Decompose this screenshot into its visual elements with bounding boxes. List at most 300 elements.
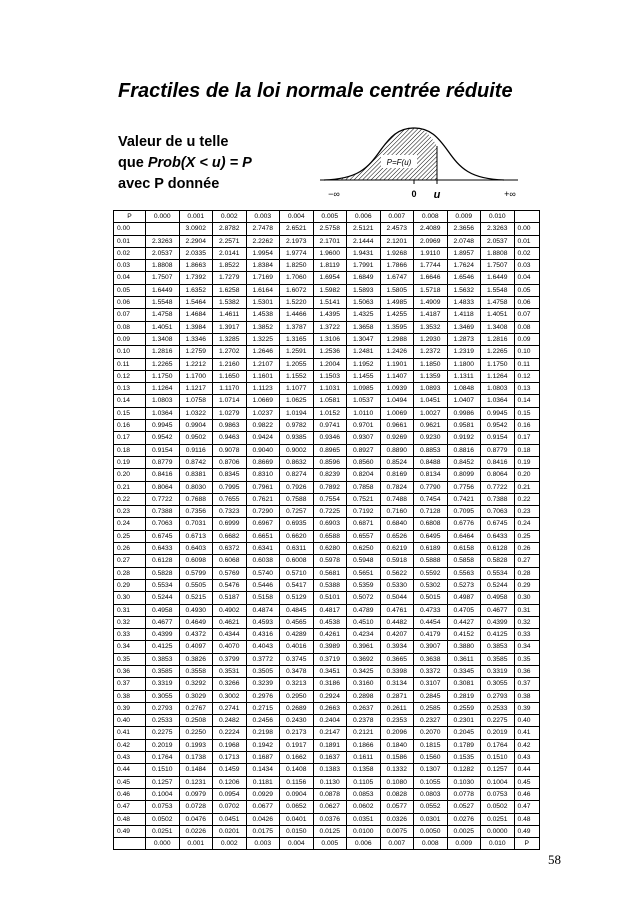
table-cell: 0.9741	[313, 420, 347, 432]
table-cell: 0.2715	[246, 702, 280, 714]
table-row	[114, 432, 540, 444]
table-cell: 0.1764	[146, 752, 180, 764]
table-cell: 1.0027	[414, 407, 448, 419]
table-cell: 0.6219	[380, 543, 414, 555]
table-cell: 0.4043	[246, 641, 280, 653]
table-cell: 0.1840	[380, 739, 414, 751]
table-cell: 0.0602	[347, 801, 381, 813]
table-cell: 0.2019	[146, 739, 180, 751]
table-cell: 0.5978	[313, 555, 347, 567]
table-cell: 0.5015	[414, 592, 448, 604]
table-cell: 0.7892	[313, 481, 347, 493]
table-cell: 1.0364	[481, 395, 515, 407]
table-cell: 0.5273	[447, 579, 481, 591]
table-cell: 2.5758	[313, 223, 347, 235]
table-cell: 0.7128	[414, 506, 448, 518]
table-cell: 0.4958	[481, 592, 515, 604]
table-cell: 1.0625	[280, 395, 314, 407]
table-cell: 0.6158	[447, 543, 481, 555]
table-cell: 0.6311	[280, 543, 314, 555]
row-label-right: 0.16	[514, 420, 540, 432]
table-cell: 1.3408	[481, 321, 515, 333]
table-cell: 0.4316	[246, 629, 280, 641]
table-row	[114, 801, 540, 813]
table-cell: 0.6128	[481, 543, 515, 555]
table-cell: 1.0939	[380, 383, 414, 395]
table-cell: 1.2426	[380, 346, 414, 358]
row-label-right: 0.40	[514, 715, 540, 727]
table-cell: 0.4179	[414, 629, 448, 641]
table-cell: 0.1815	[414, 739, 448, 751]
row-label: 0.06	[114, 297, 146, 309]
table-cell: 1.4118	[447, 309, 481, 321]
table-cell: 0.0502	[481, 801, 515, 813]
table-cell: 1.2265	[146, 358, 180, 370]
table-cell: 0.8596	[313, 456, 347, 468]
table-cell: 0.1130	[313, 776, 347, 788]
row-label: 0.12	[114, 370, 146, 382]
table-cell: 0.5563	[447, 567, 481, 579]
table-cell: 0.1535	[447, 752, 481, 764]
table-cell: 0.0828	[380, 788, 414, 800]
table-cell: 0.3505	[246, 665, 280, 677]
row-label: 0.09	[114, 333, 146, 345]
table-cell: 0.2070	[414, 727, 448, 739]
table-cell: 1.2319	[447, 346, 481, 358]
table-cell: 1.2759	[179, 346, 213, 358]
table-cell: 0.7824	[380, 481, 414, 493]
table-footer-row	[114, 838, 540, 850]
row-label: 0.03	[114, 260, 146, 272]
table-cell: 2.8782	[213, 223, 247, 235]
column-header: 0.000	[146, 211, 180, 223]
table-cell: 1.5893	[347, 284, 381, 296]
table-cell: 0.7961	[246, 481, 280, 493]
table-row	[114, 629, 540, 641]
table-cell: 1.2873	[447, 333, 481, 345]
page-title: Fractiles de la loi normale centrée réduite	[118, 80, 513, 102]
table-cell: 0.3799	[213, 653, 247, 665]
table-cell: 0.6967	[246, 518, 280, 530]
table-cell: 1.0893	[414, 383, 448, 395]
table-cell: 0.1687	[246, 752, 280, 764]
table-cell: 0.6464	[447, 530, 481, 542]
table-cell: 1.8957	[447, 247, 481, 259]
table-cell: 0.4289	[280, 629, 314, 641]
row-label: 0.27	[114, 555, 146, 567]
table-cell: 0.0000	[481, 825, 515, 837]
table-row	[114, 420, 540, 432]
row-label-right: 0.34	[514, 641, 540, 653]
row-label-right: 0.49	[514, 825, 540, 837]
table-row	[114, 530, 540, 542]
row-label: 0.28	[114, 567, 146, 579]
u-label: u	[433, 189, 441, 201]
table-cell: 0.3880	[447, 641, 481, 653]
table-cell: 0.9002	[280, 444, 314, 456]
table-row	[114, 592, 540, 604]
table-cell: 2.7478	[246, 223, 280, 235]
table-cell: 0.7257	[280, 506, 314, 518]
description-line-1: Valeur de u telle	[118, 134, 229, 150]
table-cell: 0.1206	[213, 776, 247, 788]
table-cell: 0.2019	[481, 727, 515, 739]
table-cell: 0.0351	[347, 813, 381, 825]
table-cell: 0.4207	[380, 629, 414, 641]
row-label: 0.33	[114, 629, 146, 641]
table-cell: 1.0714	[213, 395, 247, 407]
table-cell: 0.4344	[213, 629, 247, 641]
column-header: 0.007	[380, 211, 414, 223]
table-cell: 1.3469	[447, 321, 481, 333]
table-cell: 0.7722	[146, 493, 180, 505]
table-cell: 1.1552	[280, 370, 314, 382]
table-cell: 0.9307	[347, 432, 381, 444]
table-cell: 0.7290	[246, 506, 280, 518]
table-cell: 1.0194	[280, 407, 314, 419]
table-cell: 0.7858	[347, 481, 381, 493]
table-row	[114, 456, 540, 468]
table-cell: 1.1407	[380, 370, 414, 382]
table-cell: 0.9904	[179, 420, 213, 432]
table-cell: 1.4985	[380, 297, 414, 309]
table-cell: 0.6433	[481, 530, 515, 542]
table-cell: 1.1750	[481, 358, 515, 370]
row-label: 0.43	[114, 752, 146, 764]
table-cell: 1.1031	[313, 383, 347, 395]
table-cell: 0.9945	[146, 420, 180, 432]
column-header: 0.009	[447, 211, 481, 223]
table-cell: 2.0969	[414, 235, 448, 247]
table-cell: 0.0878	[313, 788, 347, 800]
table-cell: 0.9269	[380, 432, 414, 444]
table-cell: 1.7866	[380, 260, 414, 272]
table-row	[114, 493, 540, 505]
column-footer: 0.009	[447, 838, 481, 850]
description-line-3: avec P donnée	[118, 176, 220, 192]
table-cell: 0.4733	[414, 604, 448, 616]
table-cell: 1.5464	[179, 297, 213, 309]
row-label-right: 0.27	[514, 555, 540, 567]
table-cell: 0.6372	[213, 543, 247, 555]
table-cell: 0.5622	[380, 567, 414, 579]
column-header: 0.010	[481, 211, 515, 223]
table-row	[114, 370, 540, 382]
table-cell: 0.7388	[146, 506, 180, 518]
table-cell: 0.2224	[213, 727, 247, 739]
table-cell: 1.0494	[380, 395, 414, 407]
row-label-right: 0.22	[514, 493, 540, 505]
table-cell: 0.0175	[246, 825, 280, 837]
table-cell: 0.3665	[380, 653, 414, 665]
table-cell: 1.0669	[246, 395, 280, 407]
table-cell: 0.6999	[213, 518, 247, 530]
table-cell: 0.5302	[414, 579, 448, 591]
table-cell: 0.3719	[313, 653, 347, 665]
table-cell: 0.0075	[380, 825, 414, 837]
row-label: 0.21	[114, 481, 146, 493]
row-label: 0.29	[114, 579, 146, 591]
table-cell: 0.8416	[481, 456, 515, 468]
table-cell: 0.0100	[347, 825, 381, 837]
table-cell: 0.3451	[313, 665, 347, 677]
table-cell: 1.5382	[213, 297, 247, 309]
table-cell: 2.1701	[313, 235, 347, 247]
table-cell: 0.4987	[447, 592, 481, 604]
table-cell: 2.1201	[380, 235, 414, 247]
table-cell: 0.8274	[280, 469, 314, 481]
table-cell: 0.5505	[179, 579, 213, 591]
table-cell: 0.4399	[481, 616, 515, 628]
table-cell: 0.1560	[414, 752, 448, 764]
table-cell: 0.3989	[313, 641, 347, 653]
table-cell: 0.7031	[179, 518, 213, 530]
table-cell: 1.3285	[213, 333, 247, 345]
table-cell: 0.8816	[447, 444, 481, 456]
table-cell: 0.5948	[347, 555, 381, 567]
table-cell: 1.2816	[481, 333, 515, 345]
row-label: 0.14	[114, 395, 146, 407]
table-cell: 0.2404	[313, 715, 347, 727]
table-cell: 0.3611	[447, 653, 481, 665]
table-cell: 0.7225	[313, 506, 347, 518]
table-cell: 0.1968	[213, 739, 247, 751]
table-cell: 0.8381	[179, 469, 213, 481]
table-cell: 1.4395	[313, 309, 347, 321]
quantile-table	[113, 210, 540, 850]
row-label: 0.26	[114, 543, 146, 555]
table-cell: 1.4909	[414, 297, 448, 309]
table-cell: 1.6164	[246, 284, 280, 296]
table-cell: 0.4152	[447, 629, 481, 641]
table-cell: 0.3558	[179, 665, 213, 677]
table-cell: 1.1123	[246, 383, 280, 395]
row-label-right: 0.06	[514, 297, 540, 309]
table-cell: 0.1004	[481, 776, 515, 788]
table-cell: 0.2121	[347, 727, 381, 739]
column-header: 0.008	[414, 211, 448, 223]
table-cell: 1.6954	[313, 272, 347, 284]
table-cell: 0.4234	[347, 629, 381, 641]
row-label: 0.17	[114, 432, 146, 444]
row-label-right: 0.03	[514, 260, 540, 272]
table-cell: 1.0152	[313, 407, 347, 419]
row-label: 0.46	[114, 788, 146, 800]
row-label-right: 0.13	[514, 383, 540, 395]
row-label-right: 0.39	[514, 702, 540, 714]
table-row	[114, 260, 540, 272]
table-row	[114, 641, 540, 653]
table-cell: 0.2250	[179, 727, 213, 739]
row-label-right: 0.30	[514, 592, 540, 604]
table-row	[114, 825, 540, 837]
table-cell: 1.0803	[481, 383, 515, 395]
table-cell: 0.0326	[380, 813, 414, 825]
table-cell: 1.1700	[179, 370, 213, 382]
table-cell: 1.0848	[447, 383, 481, 395]
table-row	[114, 518, 540, 530]
row-label-right: 0.07	[514, 309, 540, 321]
column-footer: 0.000	[146, 838, 180, 850]
row-label: 0.41	[114, 727, 146, 739]
table-cell: 1.4255	[380, 309, 414, 321]
table-cell: 0.9424	[246, 432, 280, 444]
table-cell: 0.5858	[447, 555, 481, 567]
column-footer: 0.004	[280, 838, 314, 850]
table-cell: 0.1080	[380, 776, 414, 788]
row-label: 0.49	[114, 825, 146, 837]
row-label: 0.35	[114, 653, 146, 665]
shaded-area	[324, 128, 437, 180]
table-row	[114, 444, 540, 456]
row-label-right: 0.32	[514, 616, 540, 628]
row-label-right: 0.43	[514, 752, 540, 764]
table-cell: 0.1181	[246, 776, 280, 788]
table-cell: 0.9542	[146, 432, 180, 444]
table-cell: 0.8524	[380, 456, 414, 468]
row-label: 0.04	[114, 272, 146, 284]
table-row	[114, 764, 540, 776]
table-cell: 0.0979	[179, 788, 213, 800]
table-cell: 0.0803	[414, 788, 448, 800]
table-cell: 0.5215	[179, 592, 213, 604]
table-cell: 0.2559	[447, 702, 481, 714]
table-cell: 0.8927	[347, 444, 381, 456]
table-cell: 2.0141	[213, 247, 247, 259]
table-cell: 0.5534	[481, 567, 515, 579]
row-label: 0.18	[114, 444, 146, 456]
table-cell: 2.4089	[414, 223, 448, 235]
table-cell: 0.8064	[481, 469, 515, 481]
table-cell: 0.3266	[213, 678, 247, 690]
table-cell: 1.3106	[313, 333, 347, 345]
table-cell: 0.2976	[246, 690, 280, 702]
column-header: 0.004	[280, 211, 314, 223]
table-cell: 1.5718	[414, 284, 448, 296]
table-cell: 0.4902	[213, 604, 247, 616]
table-cell: 1.1750	[146, 370, 180, 382]
table-cell: 0.6128	[146, 555, 180, 567]
table-cell: 2.3263	[146, 235, 180, 247]
table-cell: 0.4427	[447, 616, 481, 628]
table-cell: 0.8204	[347, 469, 381, 481]
table-cell: 0.8706	[213, 456, 247, 468]
table-cell: 0.0652	[280, 801, 314, 813]
table-cell: 1.3595	[380, 321, 414, 333]
table-cell: 1.8250	[280, 260, 314, 272]
table-cell: 0.2045	[447, 727, 481, 739]
row-label-right: 0.45	[514, 776, 540, 788]
table-cell: 1.6546	[447, 272, 481, 284]
row-label-right: 0.33	[514, 629, 540, 641]
row-label-right: 0.04	[514, 272, 540, 284]
table-cell: 0.7063	[146, 518, 180, 530]
table-cell: 0.7095	[447, 506, 481, 518]
table-cell: 0.4874	[246, 604, 280, 616]
table-cell: 0.0401	[280, 813, 314, 825]
table-row	[114, 616, 540, 628]
row-label: 0.31	[114, 604, 146, 616]
table-cell: 0.8779	[481, 444, 515, 456]
column-footer: 0.005	[313, 838, 347, 850]
table-cell: 0.4930	[179, 604, 213, 616]
table-row	[114, 321, 540, 333]
table-cell: 0.2173	[280, 727, 314, 739]
table-cell: 1.3722	[313, 321, 347, 333]
table-cell: 0.1942	[246, 739, 280, 751]
row-label-right: 0.12	[514, 370, 540, 382]
table-cell: 0.6433	[146, 543, 180, 555]
table-cell: 0.9154	[146, 444, 180, 456]
table-cell: 0.3853	[146, 653, 180, 665]
table-row	[114, 752, 540, 764]
table-cell: 1.1455	[347, 370, 381, 382]
table-cell: 1.3984	[179, 321, 213, 333]
table-cell: 1.5548	[146, 297, 180, 309]
table-cell: 0.2353	[380, 715, 414, 727]
table-cell: 1.9110	[414, 247, 448, 259]
table-cell: 0.2508	[179, 715, 213, 727]
table-cell: 0.5129	[280, 592, 314, 604]
table-cell: 0.9661	[380, 420, 414, 432]
row-label-right: 0.20	[514, 469, 540, 481]
table-cell: 0.0627	[313, 801, 347, 813]
table-cell: 0.2378	[347, 715, 381, 727]
table-cell: 0.6745	[481, 518, 515, 530]
table-cell: 1.1217	[179, 383, 213, 395]
table-cell: 0.6651	[246, 530, 280, 542]
table-cell: 0.6008	[280, 555, 314, 567]
table-cell: 0.4958	[146, 604, 180, 616]
table-cell: 2.0537	[146, 247, 180, 259]
table-cell: 0.7356	[179, 506, 213, 518]
table-cell: 0.3002	[213, 690, 247, 702]
table-header-row	[114, 211, 540, 223]
table-cell: 0.6280	[313, 543, 347, 555]
table-cell: 1.9600	[313, 247, 347, 259]
table-cell: 1.1311	[447, 370, 481, 382]
table-cell: 0.1257	[146, 776, 180, 788]
table-cell: 1.5301	[246, 297, 280, 309]
table-cell: 0.4565	[280, 616, 314, 628]
table-cell: 0.9863	[213, 420, 247, 432]
column-header: 0.003	[246, 211, 280, 223]
table-cell: 0.5476	[213, 579, 247, 591]
table-row	[114, 579, 540, 591]
table-cell: 0.4510	[347, 616, 381, 628]
row-label-right: 0.10	[514, 346, 540, 358]
table-cell: 0.8030	[179, 481, 213, 493]
table-cell: 0.4845	[280, 604, 314, 616]
table-cell: 0.6776	[447, 518, 481, 530]
table-cell: 0.1434	[246, 764, 280, 776]
table-cell: 2.2571	[213, 235, 247, 247]
minus-infinity-label: −∞	[328, 189, 340, 199]
table-cell: 0.2482	[213, 715, 247, 727]
table-cell: 0.2430	[280, 715, 314, 727]
row-label-right: 0.17	[514, 432, 540, 444]
row-label: 0.24	[114, 518, 146, 530]
column-footer: 0.010	[481, 838, 515, 850]
table-cell: 0.5187	[213, 592, 247, 604]
table-cell: 0.7160	[380, 506, 414, 518]
table-cell: 0.6403	[179, 543, 213, 555]
table-cell: 0.9040	[246, 444, 280, 456]
table-cell: 0.1484	[179, 764, 213, 776]
table-cell: 0.3638	[414, 653, 448, 665]
table-cell: 0.9154	[481, 432, 515, 444]
table-cell: 1.3408	[146, 333, 180, 345]
